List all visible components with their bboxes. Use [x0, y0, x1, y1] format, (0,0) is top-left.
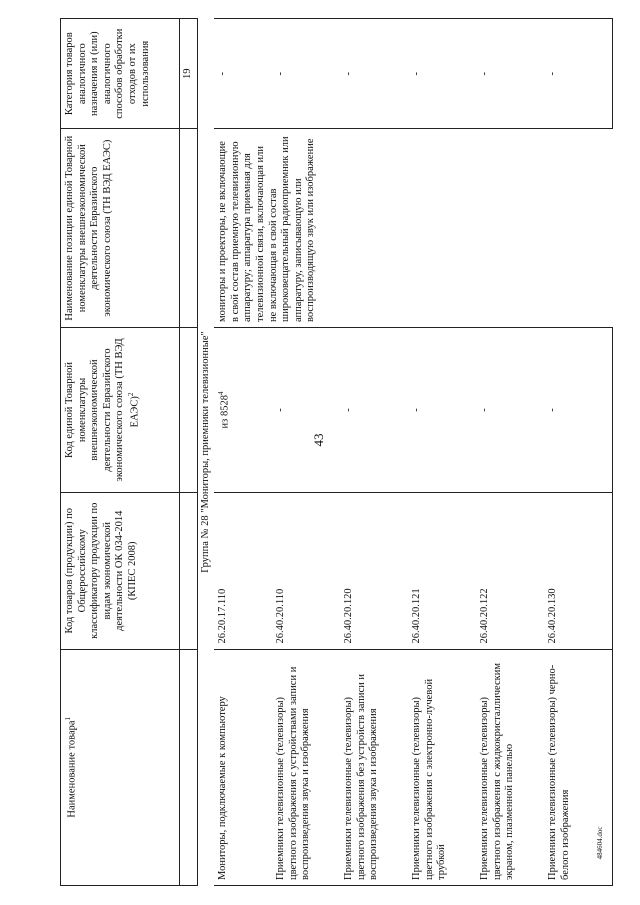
okpd-code: 26.20.17.110 [214, 492, 272, 649]
okpd-code: 26.40.20.121 [408, 492, 476, 649]
product-name: Приемники телевизионные (телевизоры) цветного изображения с электронно-лучевой трубкой [408, 649, 476, 885]
tnved-name: мониторы и проекторы, не включающие в свой состав приемную телевизионную аппаратуру; аппаратура приемная для телевизионной связи, включающая или не включающая в свой состав широковещательный радиоприемник или аппаратуру, записывающую или воспроизводящую звук или изображение [214, 129, 613, 328]
category: - [272, 19, 340, 129]
category: - [544, 19, 613, 129]
okpd-code: 26.40.20.110 [272, 492, 340, 649]
okpd-code: 26.40.20.122 [476, 492, 544, 649]
category: - [408, 19, 476, 129]
page-number: 43 [311, 433, 326, 447]
tnved-code: - [272, 327, 340, 492]
header-row [61, 19, 180, 886]
tnved-code: - [408, 327, 476, 492]
document-id: 484604.doc [596, 826, 604, 860]
product-name: Приемники телевизионные (телевизоры) цветного изображения с жидкокристаллическим экраном, плазменной панелью [476, 649, 544, 885]
column-number: 19 [180, 19, 198, 129]
tnved-code: - [340, 327, 408, 492]
group-row [197, 19, 214, 886]
column-number-row [180, 19, 198, 886]
product-name: Приемники телевизионные (телевизоры) цветного изображения без устройств записи и воспроизведения звука и изображения [340, 649, 408, 885]
tnved-code: - [544, 327, 613, 492]
category: - [214, 19, 272, 129]
okpd-code: 26.40.20.120 [340, 492, 408, 649]
header-tnved-code: Код единой Товарной номенклатуры внешнеэкономической деятельности Евразийского экономического союза (ТН ВЭД ЕАЭС)$^2$ [61, 327, 180, 492]
rotated-table-frame [60, 18, 571, 886]
header-tnved-name: Наименование позиции единой Товарной номенклатуры внешнеэкономической деятельности Евразийского экономического союза (ТН ВЭД ЕАЭС) [61, 129, 180, 328]
product-name: Приемники телевизионные (телевизоры) цветного изображения с устройствами записи и воспроизведения звука и изображения [272, 649, 340, 885]
landscape-content [60, 18, 571, 886]
table-row [214, 19, 272, 886]
header-okpd-code: Код товаров (продукции) по Общероссийскому классификатору продукции по видам экономической деятельности ОК 034-2014 (КПЕС 2008) [61, 492, 180, 649]
category: - [340, 19, 408, 129]
product-name: Приемники телевизионные (телевизоры) черно-белого изображения [544, 649, 613, 885]
group-title: Группа № 28 "Мониторы, приемники телевизионные" [199, 331, 211, 573]
goods-table [60, 18, 613, 886]
product-name: Мониторы, подключаемые к компьютеру [214, 649, 272, 885]
okpd-code: 26.40.20.130 [544, 492, 613, 649]
header-product-name: Наименование товара$^1$ [61, 649, 180, 885]
tnved-code: - [476, 327, 544, 492]
category: - [476, 19, 544, 129]
header-category: Категория товаров аналогичного назначения и (или) аналогичного способов обработки отходов от их использования [61, 19, 180, 129]
tnved-code: из 8528$^4$ [214, 327, 272, 492]
